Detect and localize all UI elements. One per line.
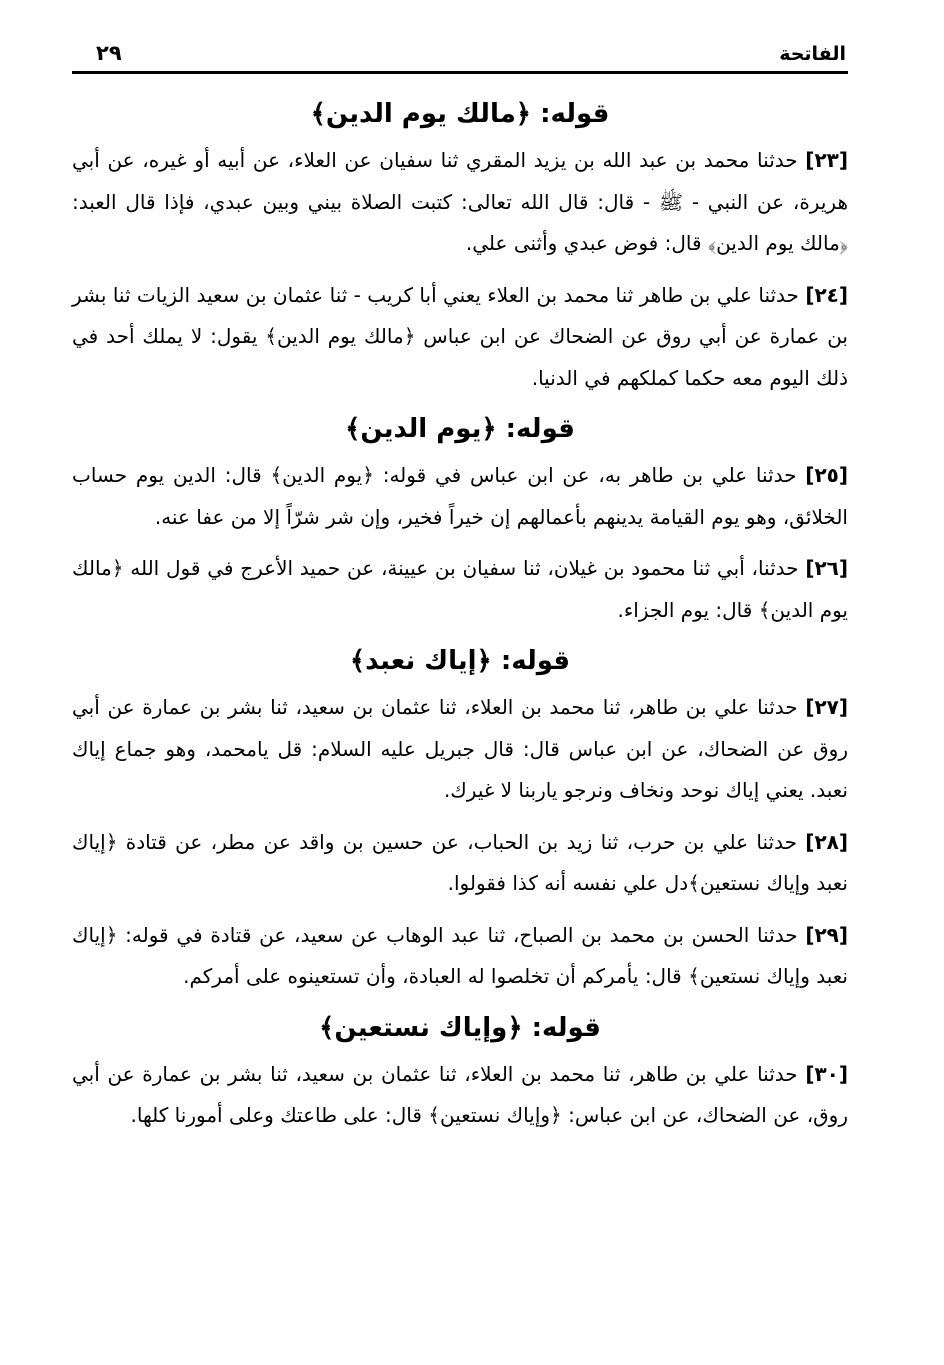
page-number: ٢٩ bbox=[96, 41, 122, 65]
hadith-entry bbox=[72, 275, 848, 400]
entry-number: [٣٠] bbox=[805, 1061, 849, 1086]
entry-number: [٢٥] bbox=[805, 463, 848, 487]
entry-text: حدثنا، أبي ثنا محمود بن غيلان، ثنا سفيان بن عيينة، عن حميد الأعرج في قول الله ﴿مالك يوم الدين﴾ قال: يوم الجزاء. bbox=[72, 556, 848, 622]
chapter-title: الفاتحة bbox=[779, 43, 846, 65]
entry-text: حدثنا علي بن طاهر، ثنا محمد بن العلاء، ثنا عثمان بن سعيد، ثنا بشر بن عمارة عن أبي روق عن الضحاك، عن ابن عباس قال: قال جبريل عليه السلام: قل يامحمد، وهو جماع إياك نعبد. يعني إياك نوحد ونخاف ونرجو ياربنا لا غيرك. bbox=[72, 695, 848, 802]
section-heading: قوله: ﴿وإياك نستعين﴾ bbox=[319, 1012, 601, 1043]
entry-text: حدثنا علي بن طاهر به، عن ابن عباس في قوله: ﴿يوم الدين﴾ قال: الدين يوم حساب الخلائق، وهو يوم القيامة يدينهم بأعمالهم إن خيراً فخير، وإن شر شرّاً إلا من عفا عنه. bbox=[72, 463, 848, 529]
section-heading: قوله: ﴿إياك نعبد﴾ bbox=[349, 646, 571, 676]
running-header bbox=[72, 36, 848, 74]
entry-text: حدثنا علي بن طاهر ثنا محمد بن العلاء يعني أبا كريب - ثنا عثمان بن سعيد الزيات ثنا بشر بن عمارة عن أبي روق عن الضحاك عن ابن عباس ﴿مالك يوم الدين﴾ يقول: لا يملك أحد في ذلك اليوم معه حكما كملكهم في الدنيا. bbox=[72, 282, 848, 390]
entry-number: [٢٩] bbox=[805, 922, 849, 947]
page-content bbox=[72, 74, 848, 1137]
hadith-entry bbox=[72, 548, 848, 631]
entry-text: حدثنا الحسن بن محمد بن الصباح، ثنا عبد الوهاب عن سعيد، عن قتادة في قوله: ﴿إياك نعبد وإياك نستعين﴾ قال: يأمركم أن تخلصوا له العبادة، وأن تستعينوه على أمركم. bbox=[72, 922, 848, 988]
entry-text: حدثنا علي بن طاهر، ثنا محمد بن العلاء، ثنا عثمان بن سعيد، ثنا بشر بن عمارة عن أبي روق، عن الضحاك، عن ابن عباس: ﴿وإياك نستعين﴾ قال: على طاعتك وعلى أمورنا كلها. bbox=[72, 1061, 848, 1127]
entry-text: حدثنا محمد بن عبد الله بن يزيد المقري ثنا سفيان عن العلاء، عن أبيه أو غيره، عن أبي هريرة، عن النبي - ﷺ - قال: قال الله تعالى: كتبت الصلاة بيني وبين عبدي، فإذا قال العبد: ﴿مالك يوم الدين﴾ قال: فوض عبدي وأثنى علي. bbox=[72, 148, 848, 255]
entry-number: [٢٤] bbox=[805, 282, 849, 307]
entry-number: [٢٨] bbox=[805, 829, 848, 854]
hadith-entry bbox=[72, 822, 848, 905]
hadith-entry bbox=[72, 1054, 848, 1137]
entry-number: [٢٧] bbox=[805, 695, 849, 719]
entry-number: [٢٣] bbox=[805, 148, 848, 172]
hadith-entry bbox=[72, 140, 848, 265]
section-heading: قوله: ﴿يوم الدين﴾ bbox=[345, 414, 575, 444]
hadith-entry bbox=[72, 455, 848, 538]
entry-text: حدثنا علي بن حرب، ثنا زيد بن الحباب، عن حسين بن واقد عن مطر، عن قتادة ﴿إياك نعبد وإياك نستعين﴾دل علي نفسه أنه كذا فقولوا. bbox=[72, 829, 848, 895]
hadith-entry bbox=[72, 687, 848, 812]
entry-number: [٢٦] bbox=[805, 556, 849, 580]
hadith-entry bbox=[72, 915, 848, 998]
section-heading: قوله: ﴿مالك يوم الدين﴾ bbox=[310, 99, 610, 129]
